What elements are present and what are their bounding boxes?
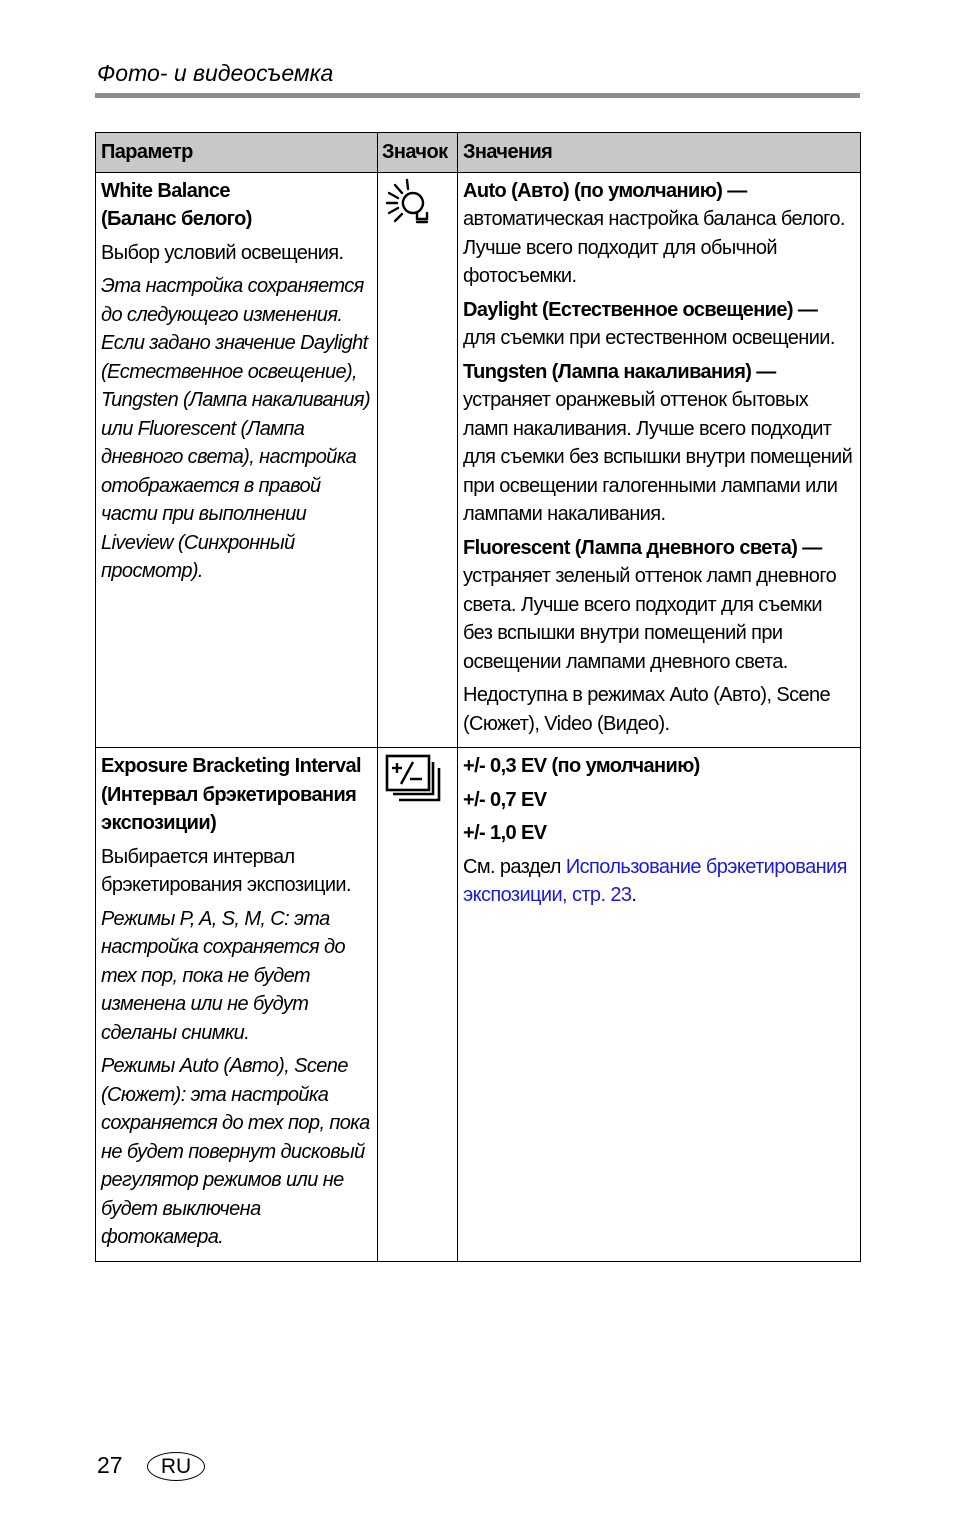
see-link[interactable]: Использование брэкетирования экспозиции, стр. 23 bbox=[463, 855, 847, 906]
param-cell bbox=[96, 172, 378, 748]
param-description: Выбирается интервал брэкетирования экспозиции. bbox=[101, 845, 351, 896]
icon-cell bbox=[378, 748, 458, 1262]
value-desc: устраняет зеленый оттенок ламп дневного света. Лучше всего подходит для съемки без вспышки внутри помещений при освещении лампами дневного света. bbox=[463, 565, 837, 673]
option-item: +/- 1,0 EV bbox=[463, 822, 547, 844]
value-item-daylight bbox=[463, 296, 855, 353]
table-row-white-balance bbox=[96, 172, 861, 748]
param-cell bbox=[96, 748, 378, 1262]
value-desc: устраняет оранжевый оттенок бытовых ламп накаливания. Лучше всего подходит для съемки без вспышки внутри помещений при освещении галогенными лампами или лампами накаливания. bbox=[463, 389, 853, 525]
page-header-title: Фото- и видеосъемка bbox=[97, 60, 334, 86]
param-note: Эта настройка сохраняется до следующего изменения. Если задано значение Daylight (Естественное освещение), Tungsten (Лампа накаливания) или Fluorescent (Лампа дневного света), настройка отображается в правой части при выполнении Liveview (Синхронный просмотр). bbox=[101, 275, 371, 582]
settings-table bbox=[95, 132, 861, 1262]
param-note-auto-scene: Режимы Auto (Авто), Scene (Сюжет): эта настройка сохраняется до тех пор, пока не будет повернут дисковый регулятор режимов или не будет выключена фотокамера. bbox=[101, 1055, 370, 1248]
table-header-row bbox=[96, 133, 861, 173]
value-item-auto bbox=[463, 177, 855, 291]
icon-cell bbox=[378, 172, 458, 748]
values-cell bbox=[458, 172, 861, 748]
white-balance-icon bbox=[383, 177, 439, 233]
values-cell bbox=[458, 748, 861, 1262]
exposure-bracketing-icon bbox=[383, 752, 447, 808]
value-term: Auto (Авто) (по умолчанию) — bbox=[463, 179, 747, 202]
header-rule bbox=[95, 93, 860, 98]
option-item: +/- 0,7 EV bbox=[463, 788, 547, 811]
see-reference bbox=[463, 853, 855, 910]
value-term: Daylight (Естественное освещение) — bbox=[463, 298, 818, 321]
language-badge: RU bbox=[147, 1452, 205, 1481]
see-prefix: См. раздел bbox=[463, 855, 566, 878]
value-item-tungsten bbox=[463, 358, 855, 529]
page-number: 27 bbox=[97, 1452, 123, 1478]
option-item: +/- 0,3 EV (по умолчанию) bbox=[463, 755, 700, 777]
column-header-values: Значения bbox=[458, 133, 861, 173]
values-note: Недоступна в режимах Auto (Авто), Scene (Сюжет), Video (Видео). bbox=[463, 684, 831, 735]
value-desc: для съемки при естественном освещении. bbox=[463, 327, 835, 349]
param-note-psam: Режимы P, A, S, M, C: эта настройка сохраняется до тех пор, пока не будет изменена или не будут сделаны снимки. bbox=[101, 907, 346, 1044]
value-term: Fluorescent (Лампа дневного света) — bbox=[463, 536, 822, 559]
param-title: White Balance bbox=[101, 179, 230, 202]
param-title: Exposure Bracketing Interval (Интервал брэкетирования экспозиции) bbox=[101, 755, 361, 834]
column-header-parameter: Параметр bbox=[96, 133, 378, 173]
table-row-exposure-bracketing bbox=[96, 748, 861, 1262]
param-title-ru: (Баланс белого) bbox=[101, 208, 252, 230]
param-description: Выбор условий освещения. bbox=[101, 241, 344, 264]
value-item-fluorescent bbox=[463, 534, 855, 677]
value-desc: автоматическая настройка баланса белого. Лучше всего подходит для обычной фотосъемки. bbox=[463, 208, 845, 287]
column-header-icon: Значок bbox=[378, 133, 458, 173]
value-term: Tungsten (Лампа накаливания) — bbox=[463, 360, 776, 383]
see-suffix: . bbox=[631, 884, 637, 906]
